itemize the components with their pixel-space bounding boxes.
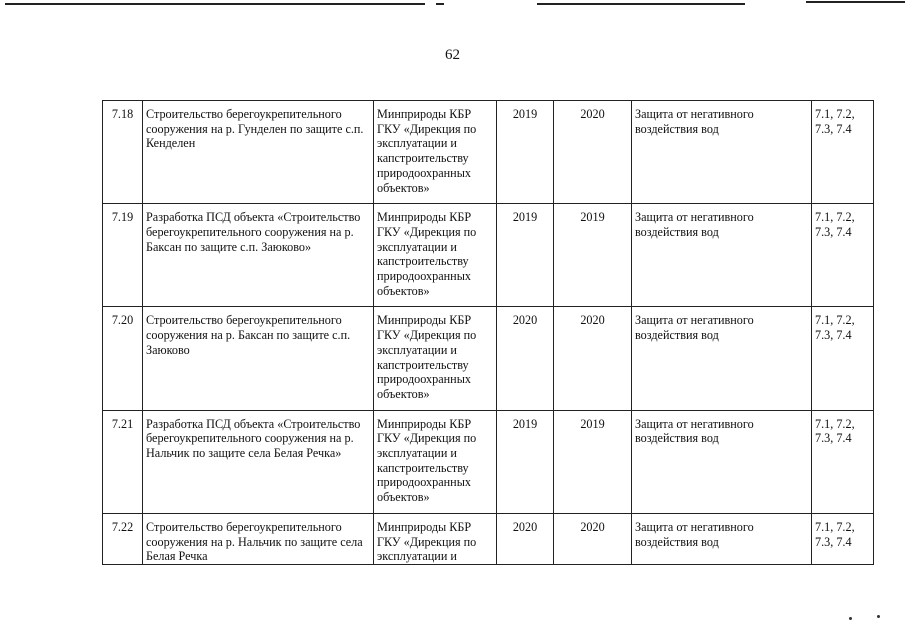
related-indicators: 7.1, 7.2, 7.3, 7.4 xyxy=(812,410,874,513)
responsible-org: Минприроды КБР ГКУ «Дирекция по эксплуатации и xyxy=(377,519,477,564)
table-row xyxy=(103,307,874,410)
end-year: 2020 xyxy=(554,101,632,204)
start-year: 2019 xyxy=(497,204,554,307)
responsible-org-cell xyxy=(374,204,497,307)
start-year: 2020 xyxy=(497,307,554,410)
row-number: 7.19 xyxy=(103,204,143,307)
responsible-org-cell xyxy=(374,513,497,564)
end-year: 2020 xyxy=(554,513,632,564)
start-year: 2019 xyxy=(497,410,554,513)
measure-name: Разработка ПСД объекта «Строительство берегоукрепительного сооружения на р. Баксан по защите с.п. Заюково» xyxy=(143,204,374,307)
scan-artifact-line xyxy=(537,3,745,5)
scan-speck xyxy=(849,617,852,620)
responsible-org-cell xyxy=(374,410,497,513)
related-indicators: 7.1, 7.2, 7.3, 7.4 xyxy=(812,101,874,204)
end-year: 2019 xyxy=(554,204,632,307)
scan-artifact-line xyxy=(5,3,425,5)
table-row xyxy=(103,101,874,204)
responsible-org-cell xyxy=(374,307,497,410)
responsible-org-cell xyxy=(374,101,497,204)
measure-name: Строительство берегоукрепительного сооружения на р. Баксан по защите с.п. Заюково xyxy=(143,307,374,410)
expected-result: Защита от негативного воздействия вод xyxy=(632,307,812,410)
start-year: 2019 xyxy=(497,101,554,204)
end-year: 2020 xyxy=(554,307,632,410)
measure-name: Строительство берегоукрепительного сооружения на р. Нальчик по защите села Белая Речка xyxy=(143,513,374,564)
responsible-org: Минприроды КБР ГКУ «Дирекция по эксплуатации и капстроительству природоохранных объектов» xyxy=(377,210,477,298)
scan-speck xyxy=(877,615,880,618)
responsible-org: Минприроды КБР ГКУ «Дирекция по эксплуатации и капстроительству природоохранных объектов» xyxy=(377,416,477,505)
expected-result: Защита от негативного воздействия вод xyxy=(632,101,812,204)
start-year: 2020 xyxy=(497,513,554,564)
related-indicators: 7.1, 7.2, 7.3, 7.4 xyxy=(812,307,874,410)
expected-result: Защита от негативного воздействия вод xyxy=(632,204,812,307)
measure-name: Разработка ПСД объекта «Строительство берегоукрепительного сооружения на р. Нальчик по защите села Белая Речка» xyxy=(143,410,374,513)
related-indicators: 7.1, 7.2, 7.3, 7.4 xyxy=(812,204,874,307)
expected-result: Защита от негативного воздействия вод xyxy=(632,410,812,513)
responsible-org: Минприроды КБР ГКУ «Дирекция по эксплуатации и капстроительству природоохранных объектов» xyxy=(377,313,477,401)
table-row xyxy=(103,410,874,513)
row-number: 7.22 xyxy=(103,513,143,564)
row-number: 7.18 xyxy=(103,101,143,204)
row-number: 7.21 xyxy=(103,410,143,513)
responsible-org: Минприроды КБР ГКУ «Дирекция по эксплуатации и капстроительству природоохранных объектов» xyxy=(377,107,477,195)
related-indicators: 7.1, 7.2, 7.3, 7.4 xyxy=(812,513,874,564)
scan-artifact-line xyxy=(806,1,905,3)
end-year: 2019 xyxy=(554,410,632,513)
page-number: 62 xyxy=(445,47,460,63)
table-row xyxy=(103,513,874,564)
measures-table xyxy=(102,100,874,565)
table-row xyxy=(103,204,874,307)
expected-result: Защита от негативного воздействия вод xyxy=(632,513,812,564)
scan-artifact-line xyxy=(436,3,444,5)
measure-name: Строительство берегоукрепительного сооружения на р. Гунделен по защите с.п. Кенделен xyxy=(143,101,374,204)
row-number: 7.20 xyxy=(103,307,143,410)
